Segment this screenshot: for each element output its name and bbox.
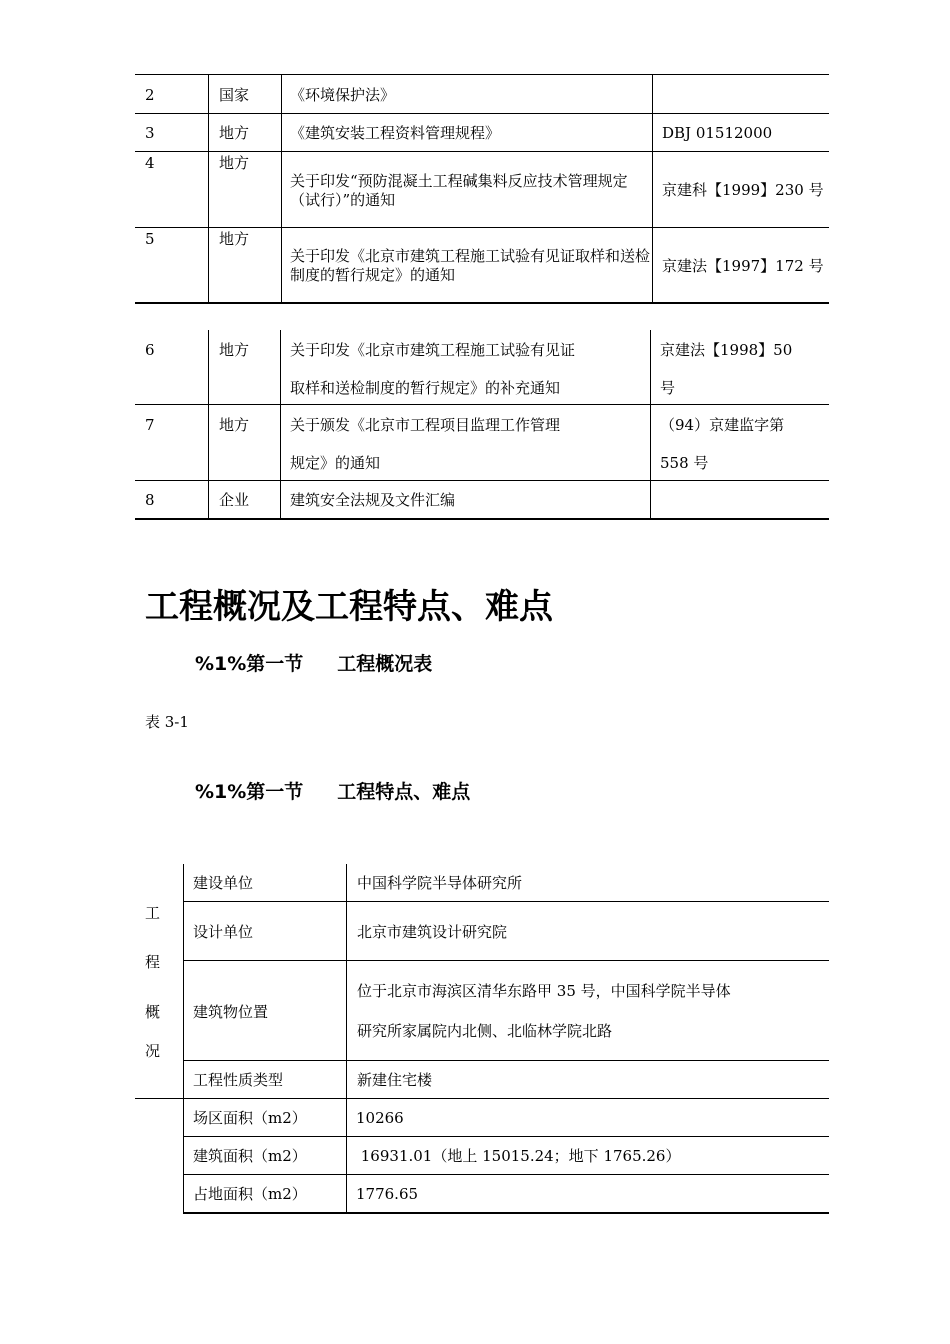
row-regulation-name: 《建筑安装工程资料管理规程》 bbox=[290, 124, 501, 142]
table-caption: 表 3-1 bbox=[145, 713, 189, 731]
field-label: 占地面积（m2） bbox=[193, 1185, 307, 1203]
row-regulation-name: 规定》的通知 bbox=[290, 454, 381, 472]
row-document-code: （94）京建监字第 bbox=[660, 416, 785, 434]
row-document-code: 558 号 bbox=[660, 454, 709, 472]
field-label: 场区面积（m2） bbox=[193, 1109, 307, 1127]
row-document-code: 号 bbox=[660, 379, 676, 397]
field-label: 工程性质类型 bbox=[193, 1071, 284, 1089]
row-level: 地方 bbox=[219, 341, 250, 359]
row-level: 地方 bbox=[219, 154, 250, 172]
row-regulation-name: 建筑安全法规及文件汇编 bbox=[290, 491, 456, 509]
row-document-code: 京建科【1999】230 号 bbox=[662, 181, 824, 199]
row-level: 地方 bbox=[219, 124, 250, 142]
row-level: 地方 bbox=[219, 230, 250, 248]
row-number: 3 bbox=[145, 124, 155, 142]
field-value: 16931.01（地上 15015.24；地下 1765.26） bbox=[356, 1147, 681, 1165]
row-number: 4 bbox=[145, 154, 155, 172]
field-label: 建筑面积（m2） bbox=[193, 1147, 307, 1165]
section-number: %1%第一节 bbox=[195, 653, 304, 675]
row-document-code: DBJ 01512000 bbox=[662, 124, 773, 142]
field-value: 1776.65 bbox=[356, 1185, 419, 1203]
row-level: 地方 bbox=[219, 416, 250, 434]
field-label: 建筑物位置 bbox=[193, 1003, 269, 1021]
row-regulation-name: 《环境保护法》 bbox=[290, 86, 396, 104]
field-value: 位于北京市海滨区清华东路甲 35 号，中国科学院半导体 bbox=[357, 982, 731, 1000]
field-value: 北京市建筑设计研究院 bbox=[357, 923, 508, 941]
row-number: 2 bbox=[145, 86, 155, 104]
field-label: 设计单位 bbox=[193, 923, 254, 941]
row-regulation-name: 关于印发《北京市建筑工程施工试验有见证 bbox=[290, 341, 576, 359]
section-title: 工程特点、难点 bbox=[337, 781, 471, 803]
field-value: 中国科学院半导体研究所 bbox=[357, 874, 523, 892]
chapter-title: 工程概况及工程特点、难点 bbox=[145, 587, 553, 627]
field-value: 新建住宅楼 bbox=[357, 1071, 433, 1089]
row-document-code: 京建法【1997】172 号 bbox=[662, 257, 824, 275]
row-number: 5 bbox=[145, 230, 155, 248]
row-regulation-name: 关于印发《北京市建筑工程施工试验有见证取样和送检制度的暂行规定》的通知 bbox=[290, 247, 651, 284]
row-number: 6 bbox=[145, 341, 155, 359]
row-number: 8 bbox=[145, 491, 155, 509]
section-number: %1%第一节 bbox=[195, 781, 304, 803]
section-heading-features bbox=[195, 780, 470, 804]
section-heading-overview-table bbox=[195, 652, 432, 676]
section-title: 工程概况表 bbox=[337, 653, 433, 675]
field-label: 建设单位 bbox=[193, 874, 254, 892]
field-value: 研究所家属院内北侧、北临林学院北路 bbox=[357, 1022, 613, 1040]
row-document-code: 京建法【1998】50 bbox=[660, 341, 793, 359]
row-level: 企业 bbox=[219, 491, 250, 509]
row-regulation-name: 关于印发“预防混凝土工程碱集料反应技术管理规定（试行）”的通知 bbox=[290, 172, 628, 209]
row-level: 国家 bbox=[219, 86, 250, 104]
row-regulation-name: 关于颁发《北京市工程项目监理工作管理 bbox=[290, 416, 561, 434]
row-regulation-name: 取样和送检制度的暂行规定》的补充通知 bbox=[290, 379, 561, 397]
row-number: 7 bbox=[145, 416, 155, 434]
field-value: 10266 bbox=[356, 1109, 404, 1127]
